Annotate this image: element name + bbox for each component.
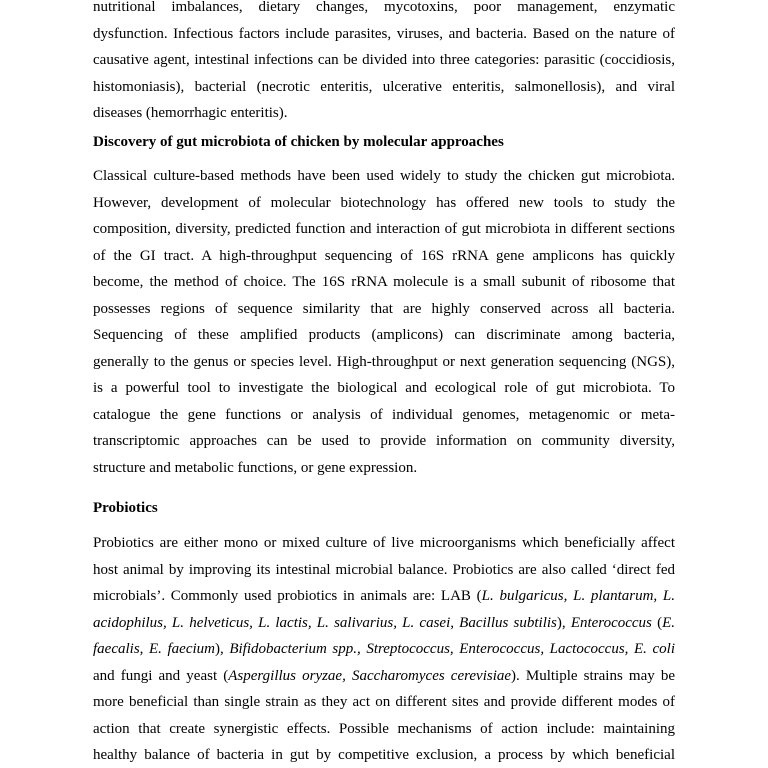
molecular-line: Sequencing of these amplified products (amplicons) can discriminate among bacteria, <box>93 327 675 343</box>
molecular-paragraph <box>93 163 675 481</box>
molecular-line: Classical culture-based methods have been used widely to study the chicken gut microbiota. <box>93 168 675 184</box>
species-names: Enterococcus <box>570 614 652 631</box>
probiotics-line: Probiotics are either mono or mixed culture of live microorganisms which beneficially affect <box>93 535 675 551</box>
intro-line: causative agent, intestinal infections can be divided into three categories: parasitic (coccidiosis, <box>93 52 675 68</box>
species-names: acidophilus, L. helveticus, L. lactis, L. salivarius, L. casei, Bacillus subtilis <box>93 614 557 631</box>
molecular-line: However, development of molecular biotechnology has offered new tools to study the <box>93 194 675 211</box>
probiotics-text: and fungi and yeast ( <box>93 667 229 684</box>
probiotics-text: ), <box>214 641 230 657</box>
species-names: L. bulgaricus, L. plantarum, L. <box>481 588 676 604</box>
intro-line: diseases (hemorrhagic enteritis). <box>93 105 288 121</box>
molecular-line: of the GI tract. A high-throughput sequencing of 16S rRNA gene amplicons has quickly <box>93 247 675 264</box>
probiotics-line <box>93 583 675 610</box>
probiotics-text: ). Multiple strains may be <box>511 667 676 684</box>
probiotics-line: more beneficial than single strain as they act on different sites and provide different modes of <box>93 694 675 710</box>
probiotics-line <box>93 663 675 690</box>
probiotics-line <box>93 636 675 663</box>
section-heading-molecular: Discovery of gut microbiota of chicken by molecular approaches <box>93 134 504 150</box>
species-names: faecalis, E. faecium <box>93 641 215 657</box>
molecular-line: generally to the genus or species level. High-throughput or next generation sequencing (NGS), <box>93 353 675 370</box>
molecular-line: possesses regions of sequence similarity that are highly conserved across all bacteria. <box>93 300 675 317</box>
molecular-line: composition, diversity, predicted function and interaction of gut microbiota in different sections <box>93 221 675 237</box>
species-names: Bifidobacterium spp., Streptococcus, Enterococcus, Lactococcus, E. coli <box>229 641 675 657</box>
molecular-line: structure and metabolic functions, or gene expression. <box>93 459 418 476</box>
molecular-line: transcriptomic approaches can be used to provide information on community diversity, <box>93 433 675 449</box>
probiotics-line: host animal by improving its intestinal microbial balance. Probiotics are also called ‘direct fed <box>93 561 675 578</box>
section-heading-probiotics: Probiotics <box>93 500 158 516</box>
molecular-line: is a powerful tool to investigate the biological and ecological role of gut microbiota. To <box>93 380 675 396</box>
probiotics-text: microbials’. Commonly used probiotics in animals are: LAB ( <box>93 588 482 604</box>
probiotics-line: healthy balance of bacteria in gut by competitive exclusion, a process by which beneficial <box>93 747 675 763</box>
intro-line: histomoniasis), bacterial (necrotic enteritis, ulcerative enteritis, salmonellosis), and viral <box>93 78 675 95</box>
probiotics-text: ( <box>651 614 663 631</box>
intro-line: dysfunction. Infectious factors include parasites, viruses, and bacteria. Based on the nature of <box>93 25 675 42</box>
intro-paragraph <box>93 0 675 127</box>
probiotics-line: action that create synergistic effects. Possible mechanisms of action include: maintaining <box>93 720 675 737</box>
probiotics-paragraph <box>93 530 675 768</box>
species-names: E. <box>662 614 676 631</box>
species-names: Aspergillus oryzae, Saccharomyces cerevisiae <box>228 667 512 684</box>
molecular-line: catalogue the gene functions or analysis of individual genomes, metagenomic or meta- <box>93 406 675 423</box>
intro-line: nutritional imbalances, dietary changes, mycotoxins, poor management, enzymatic <box>93 0 675 15</box>
probiotics-line <box>93 610 675 637</box>
probiotics-text: ), <box>556 614 571 631</box>
molecular-line: become, the method of choice. The 16S rRNA molecule is a small subunit of ribosome that <box>93 274 675 290</box>
